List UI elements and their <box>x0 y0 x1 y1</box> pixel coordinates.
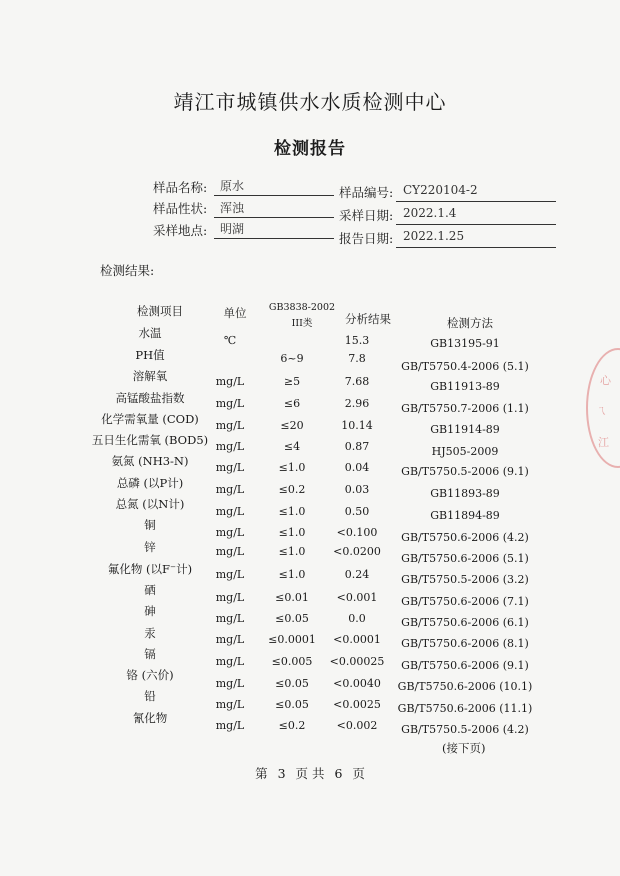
cell-unit: mg/L <box>215 505 245 518</box>
cell-result: 0.24 <box>344 568 370 581</box>
cell-item: 五日生化需氧 (BOD5) <box>91 433 209 447</box>
cell-standard: ≤6 <box>283 397 301 410</box>
cell-item: PH值 <box>135 348 165 362</box>
header-standard-line2: III类 <box>291 318 313 329</box>
cell-standard: ≤0.05 <box>275 612 309 625</box>
cell-item: 锌 <box>144 540 156 554</box>
cell-unit: mg/L <box>215 591 245 604</box>
cell-item: 铅 <box>144 689 156 703</box>
cell-method: GB11913-89 <box>430 380 500 393</box>
cell-method: GB/T5750.6-2006 (10.1) <box>397 680 533 693</box>
cell-standard: ≤0.05 <box>275 677 309 690</box>
cell-result: 0.03 <box>344 483 370 496</box>
sample-property-value: 浑浊 <box>220 201 245 215</box>
cell-standard: ≤0.2 <box>278 483 306 496</box>
cell-unit: mg/L <box>215 461 245 474</box>
cell-item: 氟化物 (以F⁻计) <box>107 562 193 576</box>
cell-standard: ≥5 <box>283 375 301 388</box>
cell-result: 0.87 <box>344 440 370 453</box>
cell-result: 7.8 <box>348 352 366 365</box>
header-method: 检测方法 <box>447 316 493 330</box>
cell-item: 氨氮 (NH3-N) <box>111 454 189 468</box>
cell-method: GB/T5750.5-2006 (9.1) <box>401 465 529 478</box>
cell-method: GB11914-89 <box>430 423 500 436</box>
cell-unit: mg/L <box>215 483 245 496</box>
cell-method: GB/T5750.7-2006 (1.1) <box>401 402 529 415</box>
cell-result: <0.100 <box>336 526 378 539</box>
cell-result: 2.96 <box>344 397 370 410</box>
cell-standard: ≤0.01 <box>275 591 309 604</box>
sample-number-value: CY220104-2 <box>403 183 478 197</box>
cell-unit: mg/L <box>215 655 245 668</box>
cell-unit: mg/L <box>215 633 245 646</box>
cell-item: 铬 (六价) <box>126 668 174 682</box>
organization-title: 靖江市城镇供水水质检测中心 <box>173 90 447 114</box>
cell-unit: mg/L <box>215 397 245 410</box>
cell-standard: ≤0.0001 <box>268 633 316 646</box>
cell-standard: ≤1.0 <box>278 461 306 474</box>
cell-result: 0.04 <box>344 461 370 474</box>
seal-fragment-2: ㄟ <box>596 404 607 417</box>
cell-item: 溶解氧 <box>132 369 168 383</box>
cell-standard: ≤0.05 <box>275 698 309 711</box>
cell-item: 化学需氧量 (COD) <box>101 412 199 426</box>
page-prefix: 第 <box>255 766 268 781</box>
sample-location-label: 采样地点: <box>153 223 208 238</box>
cell-item: 汞 <box>144 626 156 640</box>
page-current: 3 <box>277 766 286 781</box>
cell-standard: ≤20 <box>280 419 304 432</box>
cell-standard: ≤1.0 <box>278 568 306 581</box>
sample-name-underline <box>214 195 334 196</box>
cell-result: 7.68 <box>344 375 370 388</box>
cell-result: <0.002 <box>336 719 378 732</box>
cell-item: 砷 <box>144 604 156 618</box>
cell-method: GB/T5750.5-2006 (3.2) <box>401 573 529 586</box>
sample-location-value: 明湖 <box>220 222 245 236</box>
cell-unit: mg/L <box>215 612 245 625</box>
cell-unit: mg/L <box>215 440 245 453</box>
cell-standard: ≤0.2 <box>278 719 306 732</box>
cell-unit: mg/L <box>215 677 245 690</box>
report-title: 检测报告 <box>274 139 346 159</box>
cell-result: 10.14 <box>341 419 373 432</box>
report-date-underline <box>396 247 556 248</box>
sample-number-label: 样品编号: <box>339 185 394 200</box>
cell-item: 高锰酸盐指数 <box>115 391 185 405</box>
cell-unit: mg/L <box>215 419 245 432</box>
cell-item: 总磷 (以P计) <box>116 476 184 490</box>
header-item: 检测项目 <box>137 304 183 318</box>
sample-name-value: 原水 <box>220 179 245 193</box>
header-result: 分析结果 <box>345 312 391 326</box>
cell-item: 镉 <box>144 647 156 661</box>
cell-standard: ≤4 <box>283 440 301 453</box>
cell-result: <0.0040 <box>333 677 381 690</box>
cell-unit: mg/L <box>215 568 245 581</box>
cell-result: 15.3 <box>344 334 370 347</box>
cell-unit: mg/L <box>215 526 245 539</box>
cell-standard: ≤1.0 <box>278 545 306 558</box>
page-suffix: 页 <box>352 766 365 781</box>
cell-standard: 6~9 <box>280 352 304 365</box>
cell-item: 铜 <box>144 518 156 532</box>
cell-unit: mg/L <box>215 375 245 388</box>
cell-standard: ≤1.0 <box>278 526 306 539</box>
sample-date-value: 2022.1.4 <box>403 206 457 220</box>
results-label: 检测结果: <box>100 263 155 278</box>
continuation-note: (接下页) <box>442 741 486 755</box>
cell-method: GB/T5750.6-2006 (8.1) <box>401 637 529 650</box>
header-standard-line1: GB3838-2002 <box>268 302 336 313</box>
cell-unit: mg/L <box>215 698 245 711</box>
sample-property-label: 样品性状: <box>153 201 208 216</box>
cell-item: 硒 <box>144 583 156 597</box>
cell-method: GB/T5750.6-2006 (5.1) <box>401 552 529 565</box>
cell-unit: mg/L <box>215 719 245 732</box>
page-number <box>0 764 620 782</box>
cell-item: 氰化物 <box>132 711 168 725</box>
cell-method: GB/T5750.6-2006 (6.1) <box>401 616 529 629</box>
cell-result: <0.001 <box>336 591 378 604</box>
page-total: 6 <box>334 766 343 781</box>
seal-fragment-1: 心 <box>600 374 611 387</box>
sample-location-underline <box>214 238 334 239</box>
cell-method: GB11894-89 <box>430 509 500 522</box>
cell-result: <0.0025 <box>333 698 381 711</box>
cell-result: 0.0 <box>348 612 366 625</box>
cell-result: <0.00025 <box>329 655 385 668</box>
cell-item: 总氮 (以N计) <box>115 497 185 511</box>
report-date-value: 2022.1.25 <box>403 229 465 243</box>
cell-method: GB/T5750.6-2006 (7.1) <box>401 595 529 608</box>
cell-result: 0.50 <box>344 505 370 518</box>
sample-date-underline <box>396 224 556 225</box>
cell-method: GB/T5750.5-2006 (4.2) <box>401 723 529 736</box>
cell-method: GB/T5750.6-2006 (9.1) <box>401 659 529 672</box>
cell-method: GB13195-91 <box>430 337 500 350</box>
cell-method: GB/T5750.6-2006 (11.1) <box>397 702 533 715</box>
cell-result: <0.0001 <box>333 633 381 646</box>
cell-method: HJ505-2009 <box>431 445 499 458</box>
sample-date-label: 采样日期: <box>339 208 394 223</box>
cell-method: GB/T5750.4-2006 (5.1) <box>401 360 529 373</box>
sample-name-label: 样品名称: <box>153 180 208 195</box>
cell-unit: ℃ <box>223 334 237 347</box>
seal-fragment-3: 江 <box>598 436 609 449</box>
cell-method: GB11893-89 <box>430 487 500 500</box>
sample-property-underline <box>214 217 334 218</box>
header-unit: 单位 <box>223 306 247 320</box>
cell-standard: ≤0.005 <box>271 655 313 668</box>
cell-result: <0.0200 <box>333 545 381 558</box>
report-date-label: 报告日期: <box>339 231 394 246</box>
cell-item: 水温 <box>138 326 162 340</box>
sample-number-underline <box>396 201 556 202</box>
cell-unit: mg/L <box>215 545 245 558</box>
page-mid: 页 共 <box>295 766 325 781</box>
cell-method: GB/T5750.6-2006 (4.2) <box>401 531 529 544</box>
cell-standard: ≤1.0 <box>278 505 306 518</box>
